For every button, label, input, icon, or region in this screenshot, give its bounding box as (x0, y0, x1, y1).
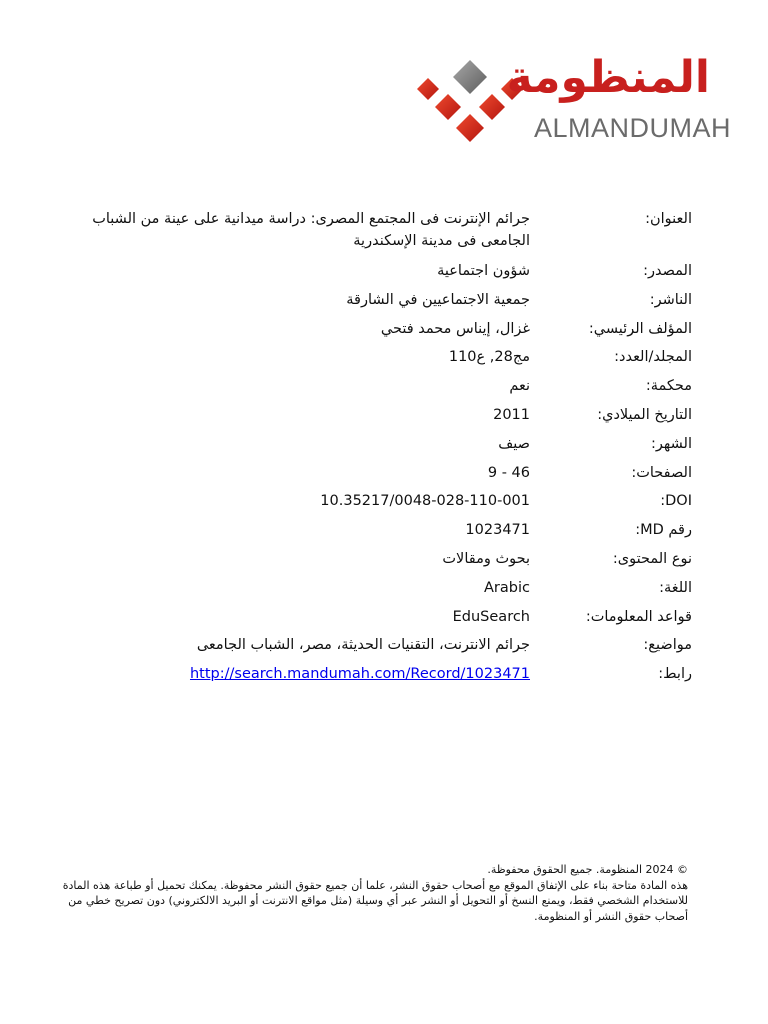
month-label: الشهر: (651, 435, 692, 452)
subjects-label: مواضيع: (643, 637, 692, 654)
doi-value: 10.35217/0048-028-110-001 (320, 493, 530, 510)
field-year (60, 404, 700, 426)
language-value: Arabic (484, 579, 530, 596)
author-label: المؤلف الرئيسي: (588, 320, 692, 337)
field-md-number (60, 519, 700, 541)
logo-arabic-text: المنظومة (506, 52, 710, 103)
field-source (60, 260, 700, 282)
logo-english-text: ALMANDUMAH (534, 113, 732, 143)
content-type-value: بحوث ومقالات (442, 550, 530, 567)
pages-value: 9 - 46 (487, 464, 530, 481)
source-value: شؤون اجتماعية (437, 263, 530, 279)
volume-label: المجلد/العدد: (614, 349, 692, 366)
peer-reviewed-value: نعم (509, 378, 530, 395)
record-link[interactable]: http://search.mandumah.com/Record/1023471 (189, 666, 530, 683)
publisher-value: جمعية الاجتماعيين في الشارقة (346, 291, 530, 308)
year-value: 2011 (493, 406, 530, 423)
field-month (60, 433, 700, 455)
almandumah-logo (410, 52, 732, 156)
title-value: جرائم الإنترنت فى المجتمع المصرى: دراسة ميدانية على عينة من الشباب الجامعى فى مدينة الإسكندرية (92, 211, 530, 249)
volume-value: مج28, ع110 (448, 349, 530, 366)
content-type-label: نوع المحتوى: (612, 550, 692, 567)
month-value: صيف (498, 435, 530, 452)
field-peer-reviewed (60, 375, 700, 397)
record-details (60, 208, 700, 692)
field-content-type (60, 548, 700, 570)
field-link (60, 663, 700, 685)
field-pages (60, 462, 700, 484)
field-volume (60, 346, 700, 368)
author-value: غزال، إيناس محمد فتحي (380, 320, 530, 337)
field-language (60, 577, 700, 599)
rights-notice: هذه المادة متاحة بناء على الإتفاق الموقع مع أصحاب حقوق النشر، علما أن جميع حقوق النشر محفوظة. يمكنك تحميل أو طباعة هذه المادة للاستخدام الشخصي فقط، ويمنع النسخ أو التحويل أو النشر عبر أي وسيلة (مثل مواقع الانترنت أو البريد الالكتروني) دون تصريح خطي من أصحاب حقوق النشر أو المنظومة. (62, 878, 688, 923)
field-databases (60, 606, 700, 628)
field-subjects (60, 634, 700, 656)
field-publisher (60, 289, 700, 311)
databases-value: EduSearch (452, 608, 530, 625)
pages-label: الصفحات: (631, 464, 692, 481)
databases-label: قواعد المعلومات: (585, 608, 692, 625)
copyright-footer (60, 862, 688, 924)
publisher-label: الناشر: (649, 291, 692, 308)
source-label: المصدر: (643, 263, 692, 279)
copyright-line: © 2024 المنظومة. جميع الحقوق محفوظة. (487, 863, 688, 876)
title-label: العنوان: (645, 211, 692, 227)
language-label: اللغة: (659, 579, 692, 596)
md-number-value: 1023471 (465, 522, 530, 539)
subjects-value: جرائم الانترنت، التقنيات الحديثة، مصر، الشباب الجامعى (196, 637, 530, 654)
year-label: التاريخ الميلادي: (597, 406, 692, 423)
field-title (60, 208, 700, 252)
link-value-cell (60, 663, 530, 685)
link-label: رابط: (658, 666, 692, 683)
doi-label: DOI: (660, 493, 692, 510)
field-doi (60, 490, 700, 512)
md-number-label: رقم MD: (635, 522, 692, 539)
field-author (60, 318, 700, 340)
peer-reviewed-label: محكمة: (645, 378, 692, 395)
